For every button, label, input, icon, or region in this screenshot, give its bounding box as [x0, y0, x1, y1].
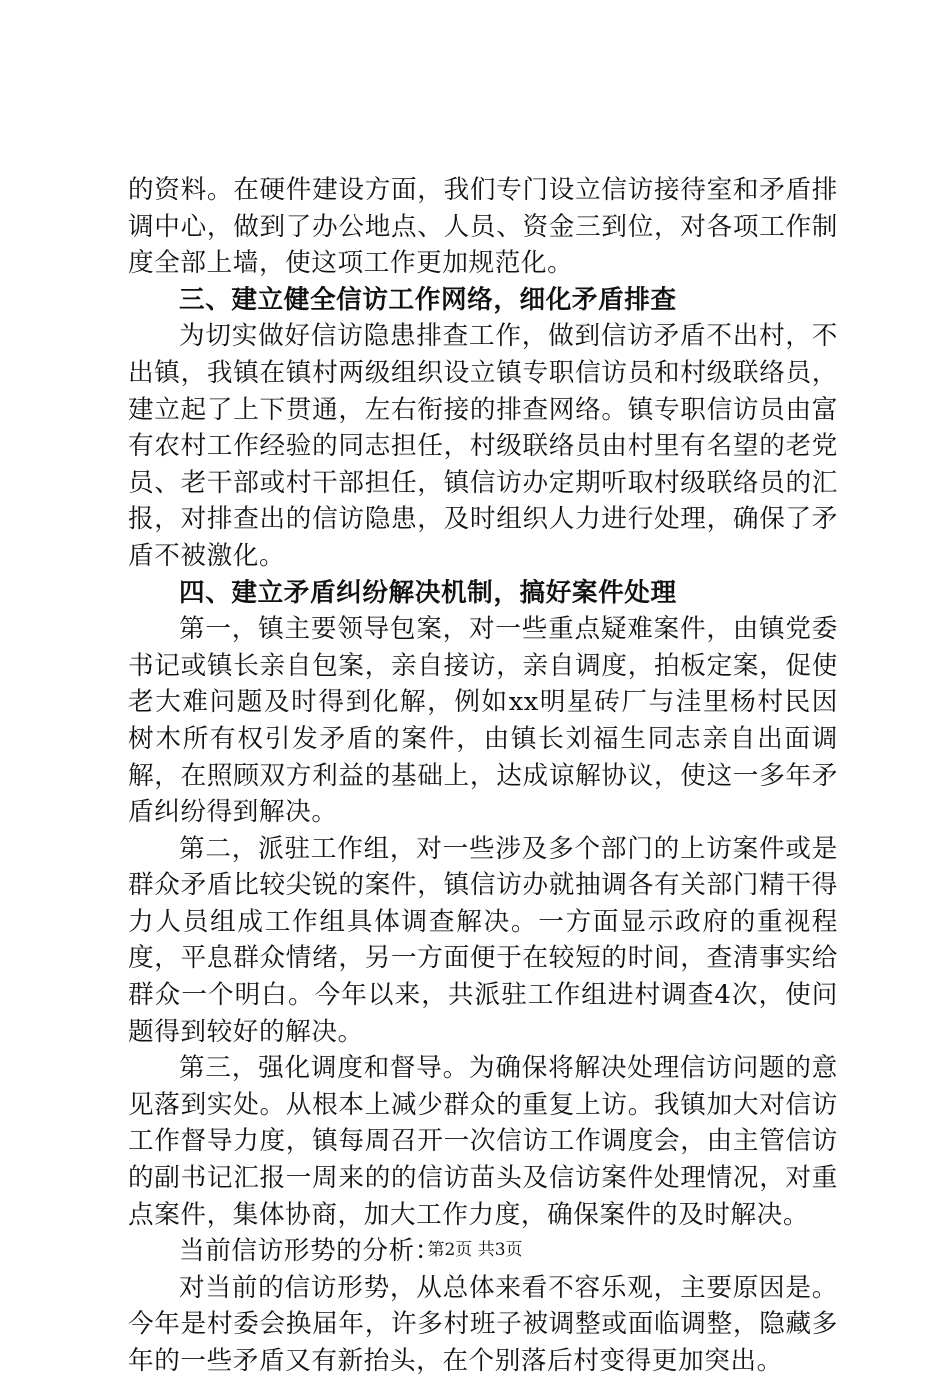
- paragraph-first: 第一，镇主要领导包案，对一些重点疑难案件，由镇党委书记或镇长亲自包案，亲自接访，亲自调度，拍板定案，促使老大难问题及时得到化解，例如xx明星砖厂与洼里杨村民因树木所有权引发矛盾的案件，由镇长刘福生同志亲自出面调解，在照顾双方利益的基础上，达成谅解协议，使这一多年矛盾纠纷得到解决。: [128, 614, 838, 828]
- page-number-footer: 第2页 共3页: [427, 1240, 523, 1260]
- paragraph-second: 第二，派驻工作组，对一些涉及多个部门的上访案件或是群众矛盾比较尖锐的案件，镇信访办就抽调各有关部门精干得力人员组成工作组具体调查解决。一方面显示政府的重视程度，平息群众情绪，另一方面便于在较短的时间，查清事实给群众一个明白。今年以来，共派驻工作组进村调查4次，使问题得到较好的解决。: [128, 833, 838, 1047]
- paragraph-continuation: 的资料。在硬件建设方面，我们专门设立信访接待室和矛盾排调中心，做到了办公地点、人员、资金三到位，对各项工作制度全部上墙，使这项工作更加规范化。: [128, 175, 838, 279]
- paragraph-third: 第三，强化调度和督导。为确保将解决处理信访问题的意见落到实处。从根本上减少群众的重复上访。我镇加大对信访工作督导力度，镇每周召开一次信访工作调度会，由主管信访的副书记汇报一周来的的信访苗头及信访案件处理情况，对重点案件，集体协商，加大工作力度，确保案件的及时解决。: [128, 1053, 838, 1230]
- section-heading-three: 三、建立健全信访工作网络，细化矛盾排查: [179, 284, 677, 315]
- paragraph-analysis: 对当前的信访形势，从总体来看不容乐观，主要原因是。今年是村委会换届年，许多村班子被调整或面临调整，隐藏多年的一些矛盾又有新抬头，在个别落后村变得更加突出。: [128, 1272, 838, 1376]
- paragraph-analysis-label: 当前信访形势的分析：: [179, 1236, 441, 1267]
- document-body: [128, 172, 838, 1380]
- paragraph-network: 为切实做好信访隐患排查工作，做到信访矛盾不出村，不出镇，我镇在镇村两级组织设立镇专职信访员和村级联络员，建立起了上下贯通，左右衔接的排查网络。镇专职信访员由富有农村工作经验的同志担任，村级联络员由村里有名望的老党员、老干部或村干部担任，镇信访办定期听取村级联络员的汇报，对排查出的信访隐患，及时组织人力进行处理，确保了矛盾不被激化。: [128, 321, 838, 571]
- section-heading-four: 四、建立矛盾纠纷解决机制，搞好案件处理: [179, 577, 677, 608]
